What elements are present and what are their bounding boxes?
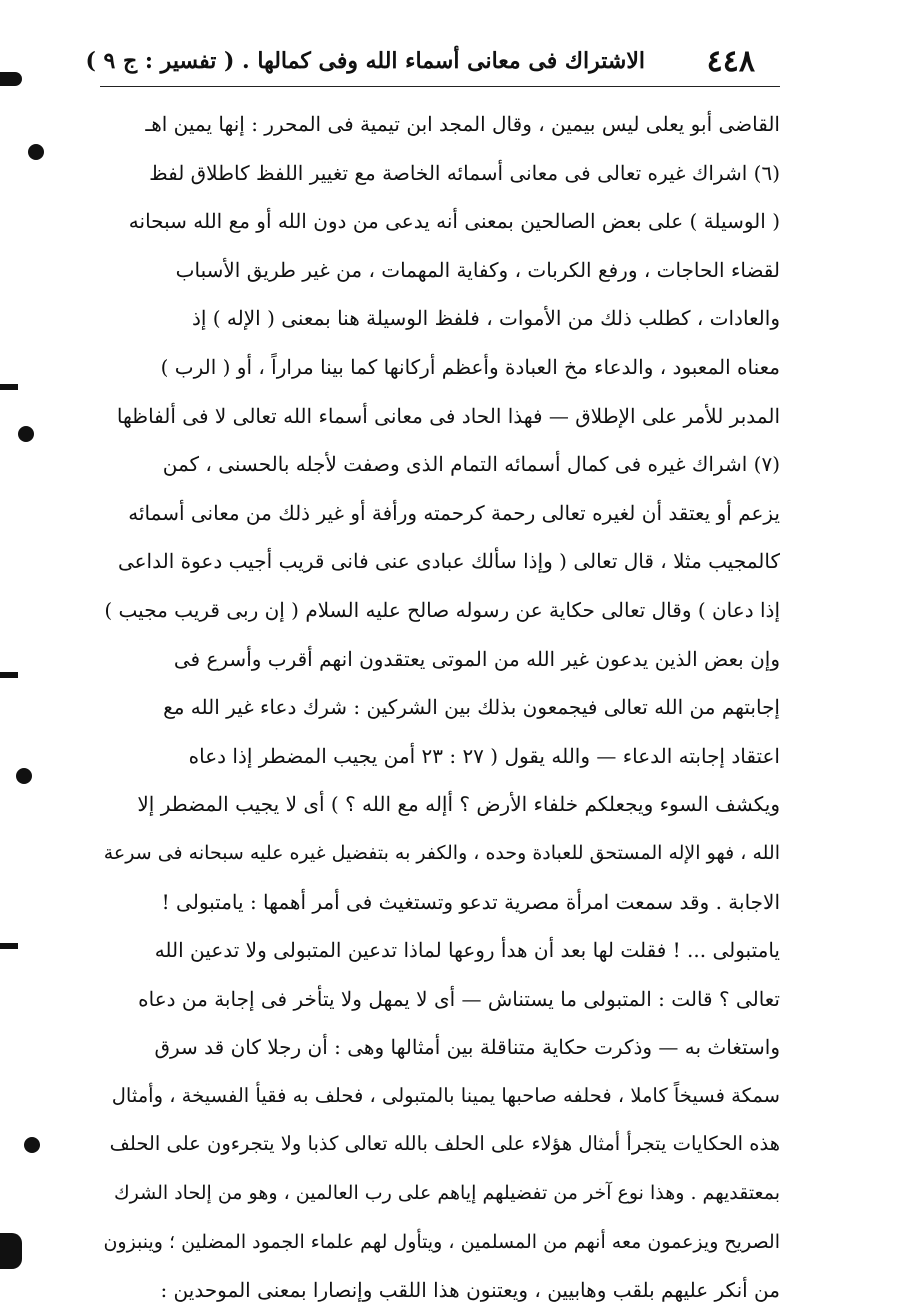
text-line: اعتقاد إجابته الدعاء — والله يقول ( ٢٧ : ٢٣ أمن يجيب المضطر إذا دعاه [188, 743, 780, 768]
text-line: ويكشف السوء ويجعلكم خلفاء الأرض ؟ أإله مع الله ؟ ) أى لا يجيب المضطر إلا [137, 792, 780, 817]
text-line: إذا دعان ) وقال تعالى حكاية عن رسوله صالح عليه السلام ( إن ربى قريب مجيب ) [104, 597, 780, 622]
scan-mark [0, 1233, 22, 1269]
text-line: سمكة فسيخاً كاملا ، فحلفه صاحبها يمينا بالمتبولى ، فحلف به فقيأ الفسيخة ، وأمثال [111, 1083, 780, 1107]
text-line: (٦) اشراك غيره تعالى فى معانى أسمائه الخاصة مع تغيير اللفظ كاطلاق لفظ [149, 160, 780, 185]
text-line: المدبر للأمر على الإطلاق — فهذا الحاد فى معانى أسماء الله تعالى لا فى ألفاظها [116, 403, 780, 428]
text-line: وإن بعض الذين يدعون غير الله من الموتى يعتقدون انهم أقرب وأسرع فى [173, 646, 780, 671]
text-line: واستغاث به — وذكرت حكاية متناقلة بين أمثالها وهى : أن رجلا كان قد سرق [154, 1035, 780, 1060]
text-line: (٧) اشراك غيره فى كمال أسمائه التمام الذى وصفت لأجله بالحسنى ، كمن [162, 452, 780, 477]
page-number: ٤٤٨ [706, 44, 755, 79]
text-line: الله ، فهو الإله المستحق للعبادة وحده ، والكفر به بتفضيل غيره عليه سبحانه فى سرعة [103, 841, 780, 864]
text-line: والعادات ، كطلب ذلك من الأموات ، فلفظ الوسيلة هنا بمعنى ( الإله ) إذ [191, 306, 780, 331]
page-header [85, 30, 775, 90]
text-line: هذه الحكايات يتجرأ أمثال هؤلاء على الحلف بالله تعالى كذبا ولا يتجرءون على الحلف [109, 1132, 780, 1156]
running-title: الاشتراك فى معانى أسماء الله وفى كمالها . ( تفسير : ج ٩ ) [85, 48, 645, 74]
scan-mark [0, 672, 18, 678]
text-line: يامتبولى ... ! فقلت لها بعد أن هدأ روعها لماذا تدعين المتبولى ولا تدعين الله [154, 938, 780, 963]
text-line: بمعتقديهم . وهذا نوع آخر من تفضيلهم إياهم على رب العالمين ، وهو من إلحاد الشرك [114, 1182, 780, 1205]
text-line: تعالى ؟ قالت : المتبولى ما يستناش — أى لا يمهل ولا يتأخر فى إجابة من دعاه [138, 986, 780, 1011]
scan-mark [0, 384, 18, 390]
scan-dot [24, 1137, 40, 1153]
scan-mark [0, 72, 22, 86]
scan-dot [28, 144, 44, 160]
text-line: الاجابة . وقد سمعت امرأة مصرية تدعو وتستغيث فى أمر أهمها : يامتبولى ! [161, 889, 780, 914]
text-line: الصريح ويزعمون معه أنهم من المسلمين ، ويتأول لهم علماء الجمود المضلين ؛ وينبزون [103, 1230, 780, 1253]
text-line: لقضاء الحاجات ، ورفع الكربات ، وكفاية المهمات ، من غير طريق الأسباب [175, 257, 780, 282]
body-text [100, 100, 780, 1315]
scan-dot [18, 426, 34, 442]
text-line: إجابتهم من الله تعالى فيجمعون بذلك بين الشركين : شرك دعاء غير الله مع [163, 695, 780, 720]
scan-mark [0, 943, 18, 949]
header-rule [100, 86, 780, 87]
scan-dot [16, 768, 32, 784]
text-line: يزعم أو يعتقد أن لغيره تعالى رحمة كرحمته ورأفة أو غير ذلك من معانى أسمائه [128, 500, 780, 525]
text-line: من أنكر عليهم بلقب وهابيين ، ويعتنون هذا اللقب وإنصارا بمعنى الموحدين : [160, 1278, 780, 1303]
text-line: ( الوسيلة ) على بعض الصالحين بمعنى أنه يدعى من دون الله أو مع الله سبحانه [128, 209, 780, 234]
text-line: القاضى أبو يعلى ليس بيمين ، وقال المجد ابن تيمية فى المحرر : إنها يمين اهـ [145, 112, 780, 136]
text-line: معناه المعبود ، والدعاء مخ العبادة وأعظم أركانها كما بينا مراراً ، أو ( الرب ) [160, 354, 780, 379]
text-line: كالمجيب مثلا ، قال تعالى ( وإذا سألك عبادى عنى فانى قريب أجيب دعوة الداعى [117, 549, 780, 574]
